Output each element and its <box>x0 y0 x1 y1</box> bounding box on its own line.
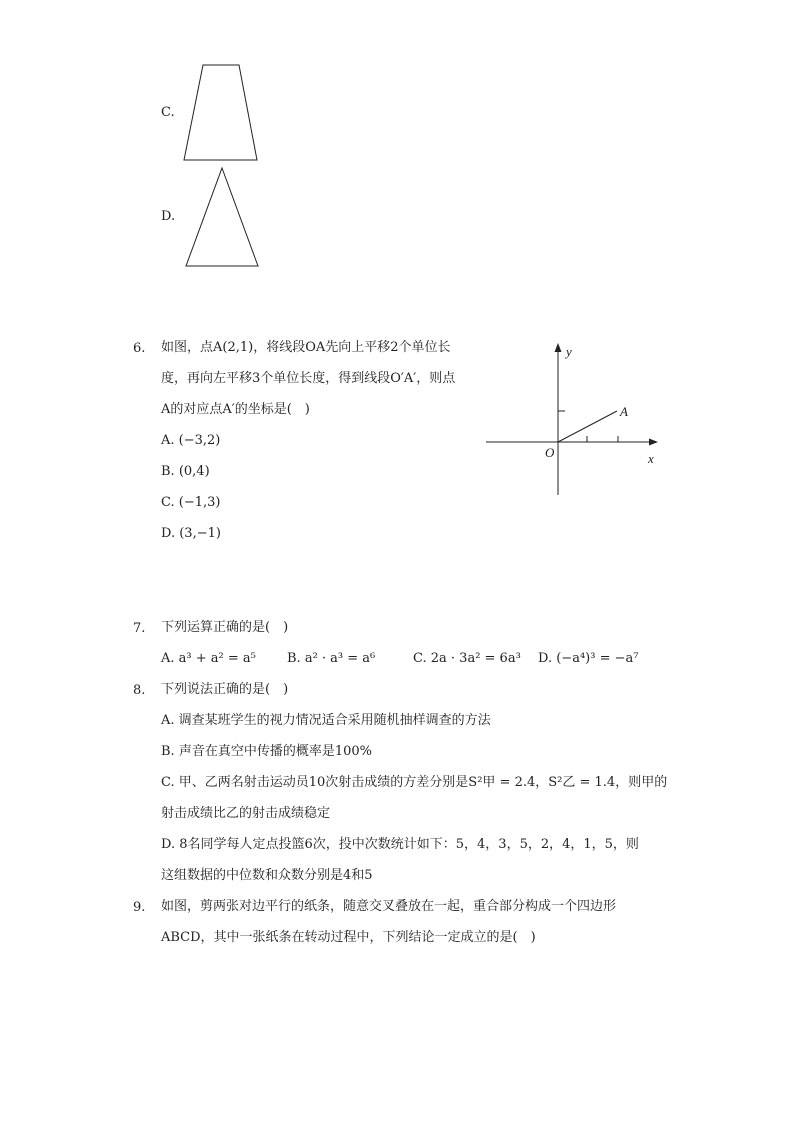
q6-line1: 如图，点A(2,1)，将线段OA先向上平移2个单位长 <box>161 340 451 355</box>
q6-option-d: D. (3,−1) <box>161 526 221 541</box>
q5-option-c-label: C. <box>161 105 175 120</box>
q6-option-c: C. (−1,3) <box>161 495 221 510</box>
q9-line2: ABCD，其中一张纸条在转动过程中，下列结论一定成立的是( ) <box>161 930 536 945</box>
q8-option-c-line2: 射击成绩比乙的射击成绩稳定 <box>161 806 331 821</box>
q7-option-c: C. 2a · 3a² = 6a³ <box>413 651 521 666</box>
q6-point-a-label: A <box>620 404 628 419</box>
q8-option-d-line2: 这组数据的中位数和众数分别是4和5 <box>161 868 373 883</box>
q8-option-a: A. 调查某班学生的视力情况适合采用随机抽样调查的方法 <box>161 713 491 728</box>
q8-stem: 下列说法正确的是( ) <box>161 682 289 697</box>
q6-number: 6. <box>133 341 146 356</box>
q9-line1: 如图，剪两张对边平行的纸条，随意交叉叠放在一起，重合部分构成一个四边形 <box>161 899 617 914</box>
q9-number: 9. <box>133 900 146 915</box>
q7-number: 7. <box>133 621 146 636</box>
q6-option-a: A. (−3,2) <box>161 433 221 448</box>
q5-option-d-label: D. <box>161 209 176 224</box>
q6-line2: 度，再向左平移3个单位长度，得到线段O′A′，则点 <box>161 371 456 386</box>
q7-option-d: D. (−a⁴)³ = −a⁷ <box>538 651 639 666</box>
q7-option-a: A. a³ + a² = a⁵ <box>161 651 256 666</box>
q7-stem: 下列运算正确的是( ) <box>161 620 289 635</box>
q6-origin-label: O <box>545 445 555 460</box>
q6-option-b: B. (0,4) <box>161 464 210 479</box>
q6-y-axis-label: y <box>566 344 572 359</box>
q6-x-axis-label: x <box>648 451 654 466</box>
q7-option-b: B. a² · a³ = a⁶ <box>287 651 376 666</box>
q8-option-b: B. 声音在真空中传播的概率是100% <box>161 744 372 759</box>
q8-number: 8. <box>133 683 146 698</box>
q8-option-c-line1: C. 甲、乙两名射击运动员10次射击成绩的方差分别是S²甲 = 2.4，S²乙 = 1.4，则甲的 <box>161 775 668 790</box>
q8-option-d-line1: D. 8名同学每人定点投篮6次，投中次数统计如下：5，4，3，5，2，4，1，5，则 <box>161 837 639 852</box>
q6-line3: A的对应点A′的坐标是( ) <box>161 402 310 417</box>
